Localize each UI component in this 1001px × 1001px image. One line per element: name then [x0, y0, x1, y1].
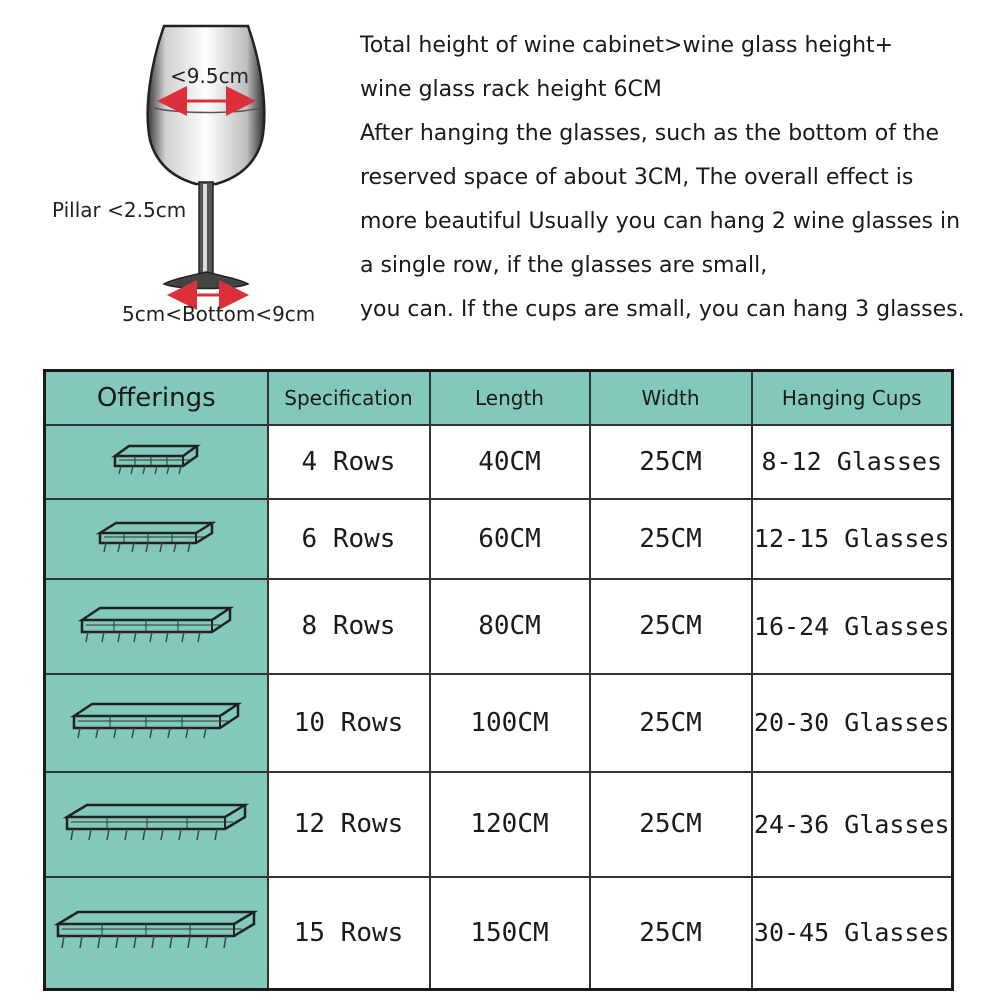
note-line: wine glass rack height 6CM — [360, 77, 662, 102]
header-offerings: Offerings — [45, 371, 268, 426]
cups-cell: 8-12 Glasses — [752, 425, 953, 499]
header-length: Length — [430, 371, 590, 426]
length-cell: 150CM — [430, 877, 590, 990]
cups-cell: 16-24 Glasses — [752, 579, 953, 674]
description-notes — [360, 24, 990, 332]
cups-cell: 30-45 Glasses — [752, 877, 953, 990]
rack-8-rows-icon — [78, 600, 234, 652]
rack-4-rows-icon — [111, 442, 201, 482]
spec-cell: 10 Rows — [268, 674, 430, 772]
spec-cell: 15 Rows — [268, 877, 430, 990]
table-header-row — [45, 371, 953, 426]
note-line: you can. If the cups are small, you can hang 3 glasses. — [360, 297, 965, 322]
length-cell: 80CM — [430, 579, 590, 674]
width-cell: 25CM — [590, 425, 752, 499]
offering-cell — [45, 499, 268, 580]
wine-glass-diagram — [40, 18, 340, 333]
bottom-width-label: 5cm<Bottom<9cm — [122, 302, 316, 326]
header-width: Width — [590, 371, 752, 426]
rack-6-rows-icon — [96, 517, 216, 561]
header-hanging-cups: Hanging Cups — [752, 371, 953, 426]
note-line: a single row, if the glasses are small, — [360, 253, 768, 278]
note-line: more beautiful Usually you can hang 2 wine glasses in — [360, 209, 961, 234]
table-row — [45, 425, 953, 499]
offering-cell — [45, 425, 268, 499]
width-cell: 25CM — [590, 499, 752, 580]
offering-cell — [45, 772, 268, 877]
length-cell: 60CM — [430, 499, 590, 580]
width-cell: 25CM — [590, 772, 752, 877]
table-row — [45, 579, 953, 674]
cups-cell: 24-36 Glasses — [752, 772, 953, 877]
bowl-width-label: <9.5cm — [170, 64, 250, 88]
specification-table — [43, 369, 954, 991]
rack-12-rows-icon — [63, 795, 249, 853]
cups-cell: 12-15 Glasses — [752, 499, 953, 580]
note-line: Total height of wine cabinet>wine glass height+ — [360, 33, 894, 58]
length-cell: 120CM — [430, 772, 590, 877]
spec-cell: 12 Rows — [268, 772, 430, 877]
width-cell: 25CM — [590, 877, 752, 990]
length-cell: 100CM — [430, 674, 590, 772]
pillar-label: Pillar <2.5cm — [52, 198, 187, 222]
rack-10-rows-icon — [70, 696, 242, 750]
offering-cell — [45, 877, 268, 990]
table-row — [45, 674, 953, 772]
width-cell: 25CM — [590, 579, 752, 674]
spec-cell: 6 Rows — [268, 499, 430, 580]
cups-cell: 20-30 Glasses — [752, 674, 953, 772]
offering-cell — [45, 674, 268, 772]
spec-cell: 4 Rows — [268, 425, 430, 499]
header-specification: Specification — [268, 371, 430, 426]
table-row — [45, 877, 953, 990]
width-cell: 25CM — [590, 674, 752, 772]
note-line: reserved space of about 3CM, The overall effect is — [360, 165, 914, 190]
table-row — [45, 499, 953, 580]
rack-15-rows-icon — [54, 902, 258, 964]
spec-cell: 8 Rows — [268, 579, 430, 674]
note-line: After hanging the glasses, such as the bottom of the — [360, 121, 940, 146]
offering-cell — [45, 579, 268, 674]
table-row — [45, 772, 953, 877]
length-cell: 40CM — [430, 425, 590, 499]
